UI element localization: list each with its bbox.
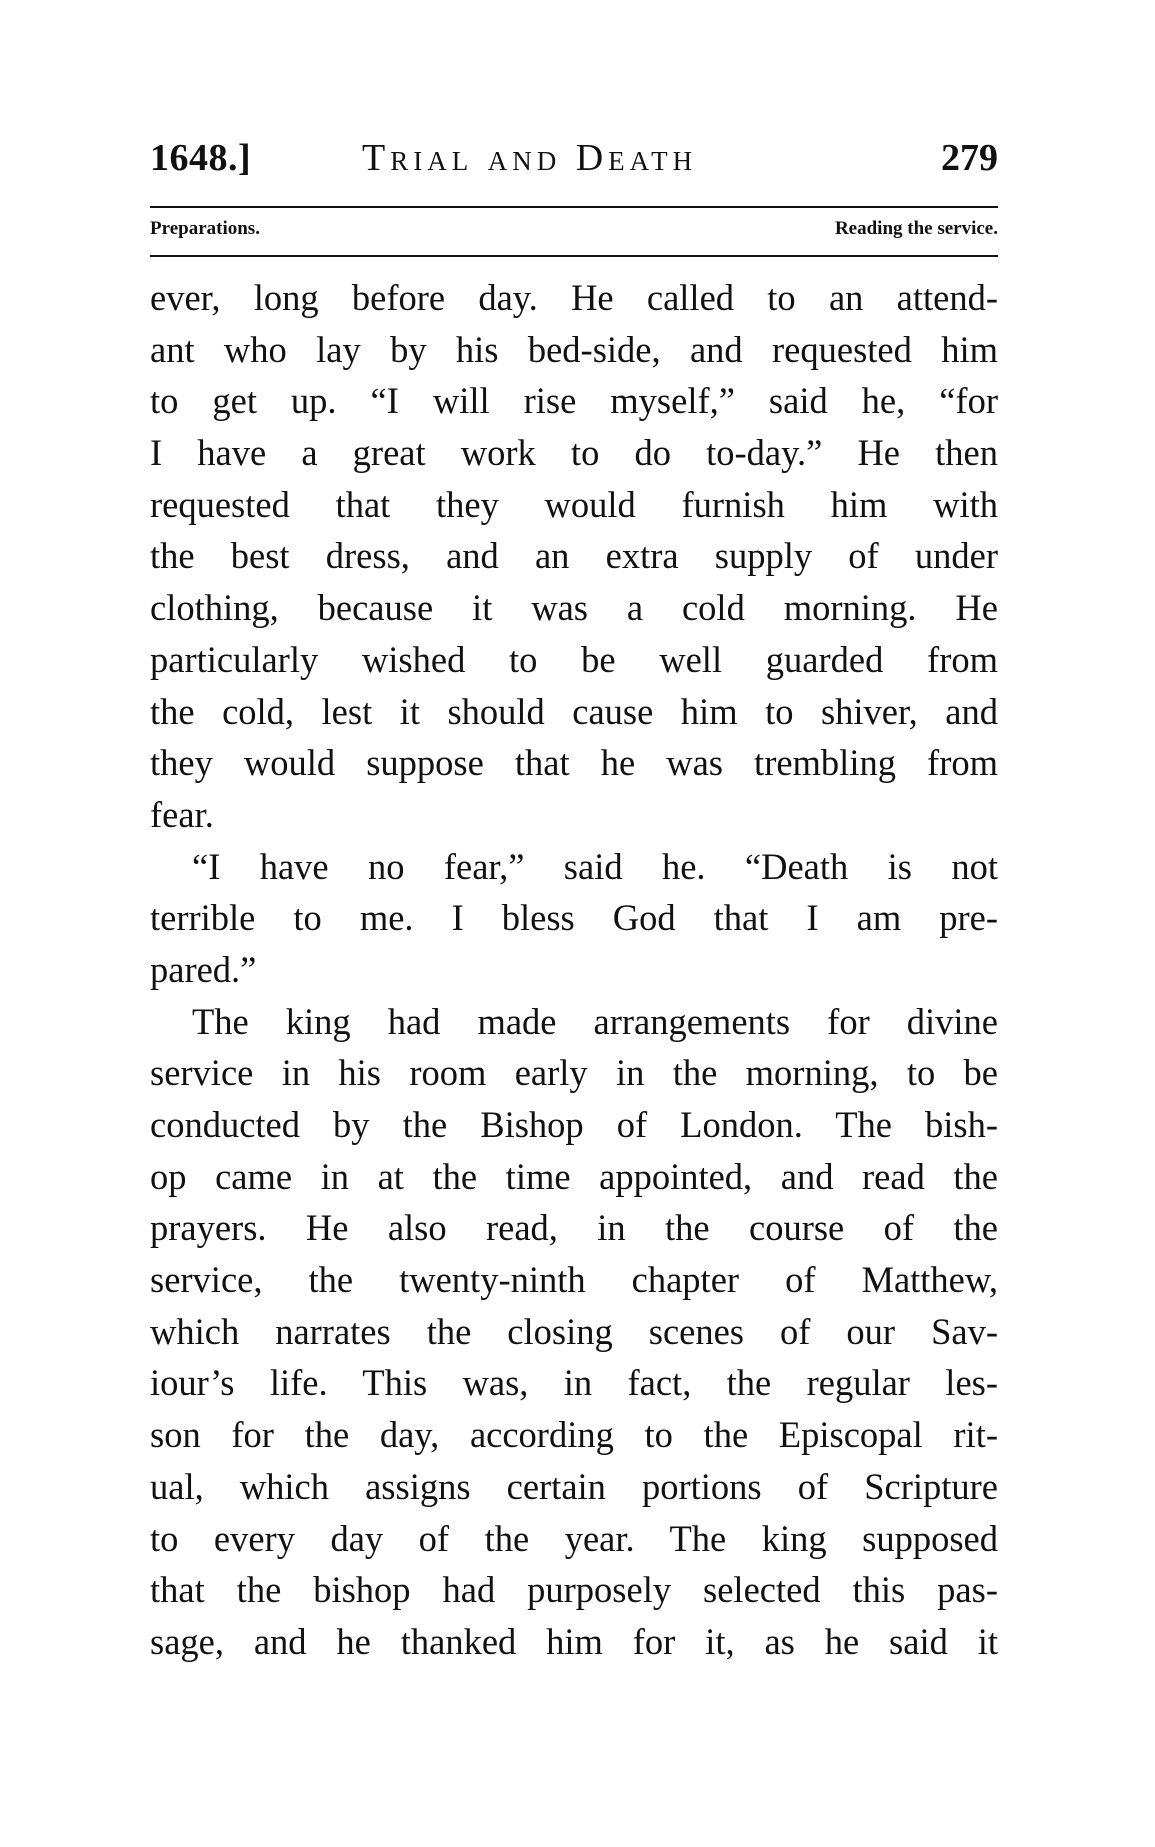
- text-line: “I have no fear,” said he. “Death is not: [192, 845, 998, 887]
- text-line: The king had made arrangements for divine: [192, 1000, 998, 1042]
- text-line: fear.: [150, 793, 214, 835]
- running-header: [150, 136, 998, 188]
- text-line: pared.”: [150, 948, 257, 990]
- header-rule-top: [150, 206, 998, 208]
- text-line: to get up. “I will rise myself,” said he, “for: [150, 380, 998, 422]
- text-line: ever, long before day. He called to an attend-: [150, 277, 998, 318]
- text-line: prayers. He also read, in the course of the: [150, 1207, 998, 1249]
- text-line: the cold, lest it should cause him to shiver, and: [150, 690, 998, 732]
- text-line: service in his room early in the morning, to be: [150, 1052, 998, 1094]
- header-title: Trial and Death: [362, 137, 698, 179]
- text-line: iour’s life. This was, in fact, the regular les-: [150, 1362, 998, 1404]
- text-line: I have a great work to do to-day.” He then: [150, 432, 998, 474]
- text-line: to every day of the year. The king supposed: [150, 1517, 998, 1559]
- text-line: which narrates the closing scenes of our Sav-: [150, 1310, 998, 1352]
- side-heading-right: Reading the service.: [834, 218, 998, 239]
- side-headings: [150, 218, 998, 248]
- body-text: [150, 272, 998, 1668]
- page-number: 279: [941, 137, 998, 179]
- text-line: the best dress, and an extra supply of under: [150, 535, 998, 577]
- header-year: 1648.]: [150, 137, 252, 179]
- text-line: sage, and he thanked him for it, as he said it: [150, 1620, 998, 1662]
- text-line: service, the twenty-ninth chapter of Matthew,: [150, 1259, 998, 1301]
- text-line: clothing, because it was a cold morning. He: [150, 587, 998, 629]
- header-rule-bottom: [150, 255, 998, 257]
- text-line: that the bishop had purposely selected this pas-: [150, 1569, 998, 1611]
- text-line: terrible to me. I bless God that I am pre-: [150, 897, 998, 939]
- side-heading-left: Preparations.: [150, 218, 260, 239]
- text-line: they would suppose that he was trembling from: [150, 742, 998, 784]
- text-line: requested that they would furnish him with: [150, 483, 998, 525]
- text-line: son for the day, according to the Episcopal rit-: [150, 1414, 998, 1456]
- text-line: particularly wished to be well guarded from: [150, 638, 998, 680]
- text-line: op came in at the time appointed, and read the: [150, 1155, 998, 1197]
- text-line: conducted by the Bishop of London. The bish-: [150, 1104, 998, 1145]
- text-line: ant who lay by his bed-side, and requested him: [150, 328, 998, 370]
- text-line: ual, which assigns certain portions of Scripture: [150, 1465, 998, 1507]
